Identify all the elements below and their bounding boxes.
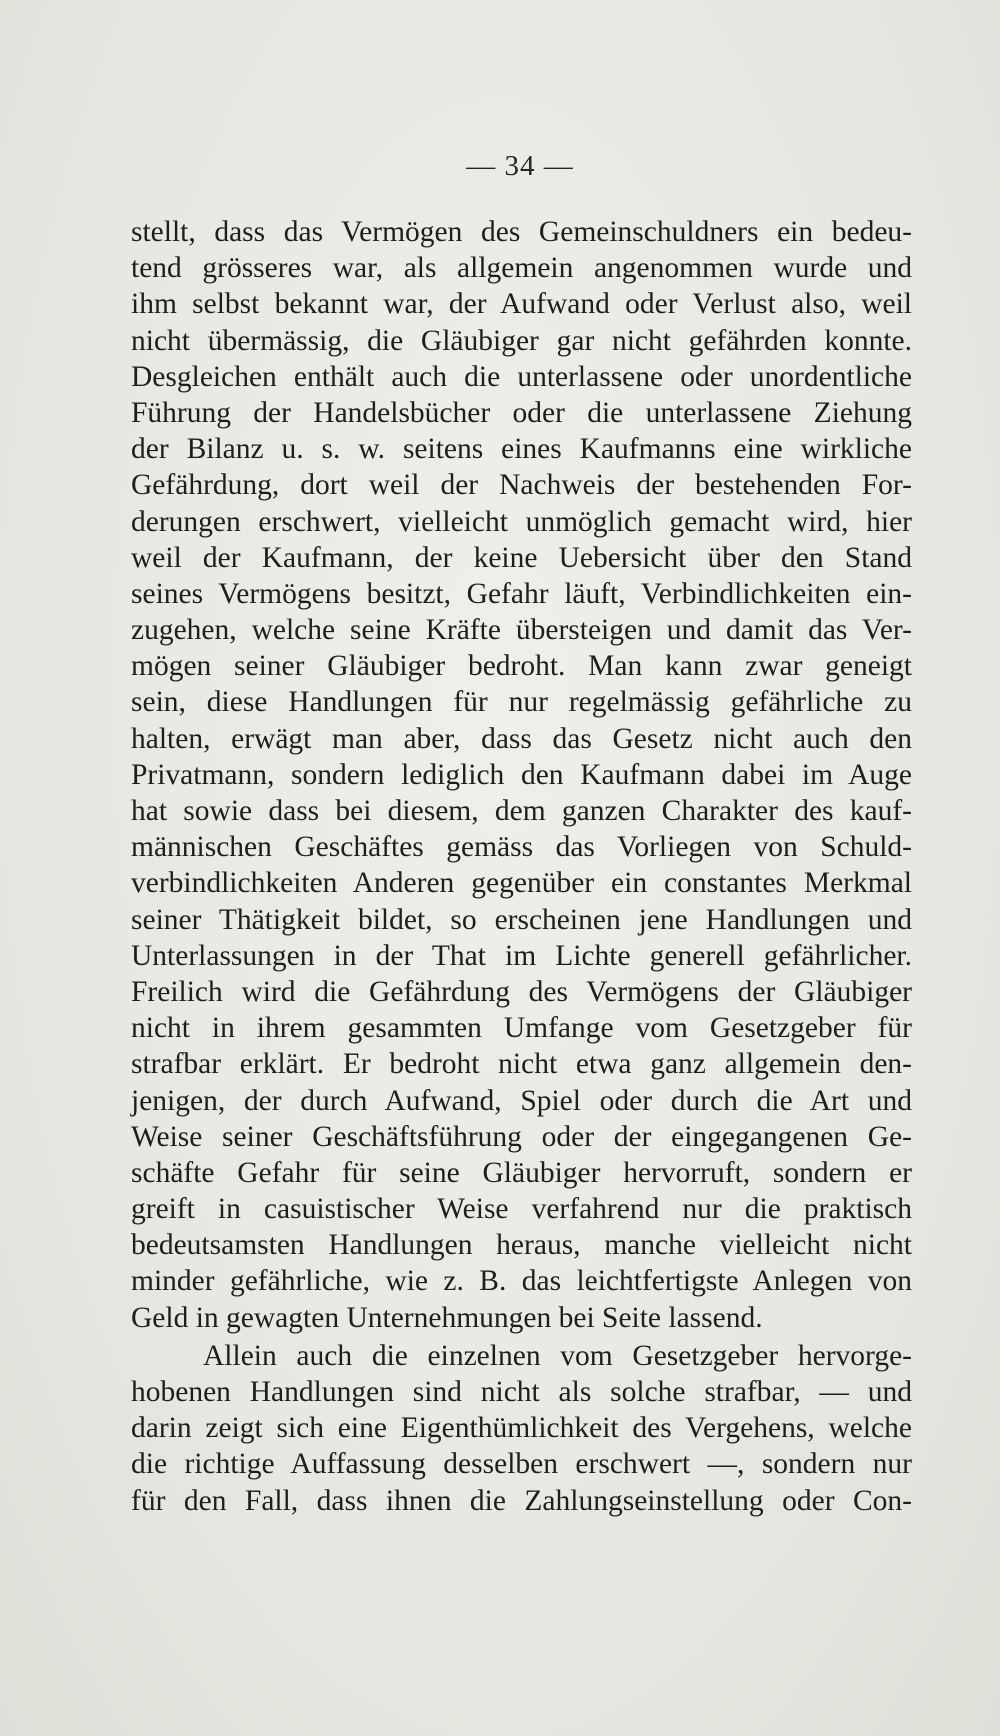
text-line: die richtige Auffassung desselben erschwert —, sondern nur bbox=[131, 1448, 912, 1481]
text-line: tend grösseres war, als allgemein angenommen wurde und bbox=[131, 252, 912, 285]
text-line: Weise seiner Geschäftsführung oder der eingegangenen Ge- bbox=[131, 1120, 912, 1153]
paragraph-2 bbox=[131, 1338, 912, 1519]
text-line: halten, erwägt man aber, dass das Gesetz nicht auch den bbox=[131, 722, 912, 755]
text-line: der Bilanz u. s. w. seitens eines Kaufmanns eine wirkliche bbox=[131, 433, 912, 466]
text-line: strafbar erklärt. Er bedroht nicht etwa ganz allgemein den- bbox=[131, 1048, 912, 1081]
text-line: nicht übermässig, die Gläubiger gar nicht gefährden konnte. bbox=[131, 324, 912, 357]
text-line: greift in casuistischer Weise verfahrend nur die praktisch bbox=[131, 1193, 912, 1226]
text-line: verbindlichkeiten Anderen gegenüber ein constantes Merkmal bbox=[131, 867, 912, 900]
text-line: Desgleichen enthält auch die unterlassene oder unordentliche bbox=[131, 360, 912, 393]
text-line: hobenen Handlungen sind nicht als solche strafbar, — und bbox=[131, 1376, 912, 1408]
text-line: derungen erschwert, vielleicht unmöglich gemacht wird, hier bbox=[131, 505, 912, 538]
text-line: nicht in ihrem gesammten Umfange vom Gesetzgeber für bbox=[131, 1012, 912, 1045]
text-line: sein, diese Handlungen für nur regelmässig gefährliche zu bbox=[131, 686, 912, 719]
page-number: — 34 — bbox=[466, 150, 574, 182]
text-line: Geld in gewagten Unternehmungen bei Seite lassend. bbox=[131, 1301, 763, 1334]
text-line: weil der Kaufmann, der keine Uebersicht über den Stand bbox=[131, 541, 912, 574]
text-line: Allein auch die einzelnen vom Gesetzgeber hervorge- bbox=[203, 1339, 912, 1372]
text-line: schäfte Gefahr für seine Gläubiger hervorruft, sondern er bbox=[131, 1156, 912, 1189]
paragraph-1 bbox=[131, 214, 912, 1336]
text-line: für den Fall, dass ihnen die Zahlungseinstellung oder Con- bbox=[131, 1484, 912, 1517]
text-line: seines Vermögens besitzt, Gefahr läuft, Verbindlichkeiten ein- bbox=[131, 577, 912, 610]
text-line: minder gefährliche, wie z. B. das leichtfertigste Anlegen von bbox=[131, 1265, 912, 1298]
body-text bbox=[131, 214, 912, 1519]
text-line: Privatmann, sondern lediglich den Kaufmann dabei im Auge bbox=[131, 758, 912, 791]
text-line: mögen seiner Gläubiger bedroht. Man kann zwar geneigt bbox=[131, 650, 912, 683]
text-line: zugehen, welche seine Kräfte übersteigen und damit das Ver- bbox=[131, 614, 912, 647]
text-line: darin zeigt sich eine Eigenthümlichkeit des Vergehens, welche bbox=[131, 1412, 912, 1445]
text-line: seiner Thätigkeit bildet, so erscheinen jene Handlungen und bbox=[131, 903, 912, 936]
text-line: bedeutsamsten Handlungen heraus, manche vielleicht nicht bbox=[131, 1229, 912, 1262]
text-line: hat sowie dass bei diesem, dem ganzen Charakter des kauf- bbox=[131, 795, 912, 827]
text-line: Unterlassungen in der That im Lichte generell gefährlicher. bbox=[131, 939, 912, 972]
text-line: jenigen, der durch Aufwand, Spiel oder durch die Art und bbox=[131, 1084, 912, 1117]
text-line: ihm selbst bekannt war, der Aufwand oder Verlust also, weil bbox=[131, 288, 912, 321]
text-line: Führung der Handelsbücher oder die unterlassene Ziehung bbox=[131, 396, 912, 429]
text-line: Gefährdung, dort weil der Nachweis der bestehenden For- bbox=[131, 469, 912, 502]
text-line: männischen Geschäftes gemäss das Vorliegen von Schuld- bbox=[131, 831, 912, 864]
text-line: stellt, dass das Vermögen des Gemeinschuldners ein bedeu- bbox=[131, 216, 912, 248]
text-line: Freilich wird die Gefährdung des Vermögens der Gläubiger bbox=[131, 975, 912, 1008]
